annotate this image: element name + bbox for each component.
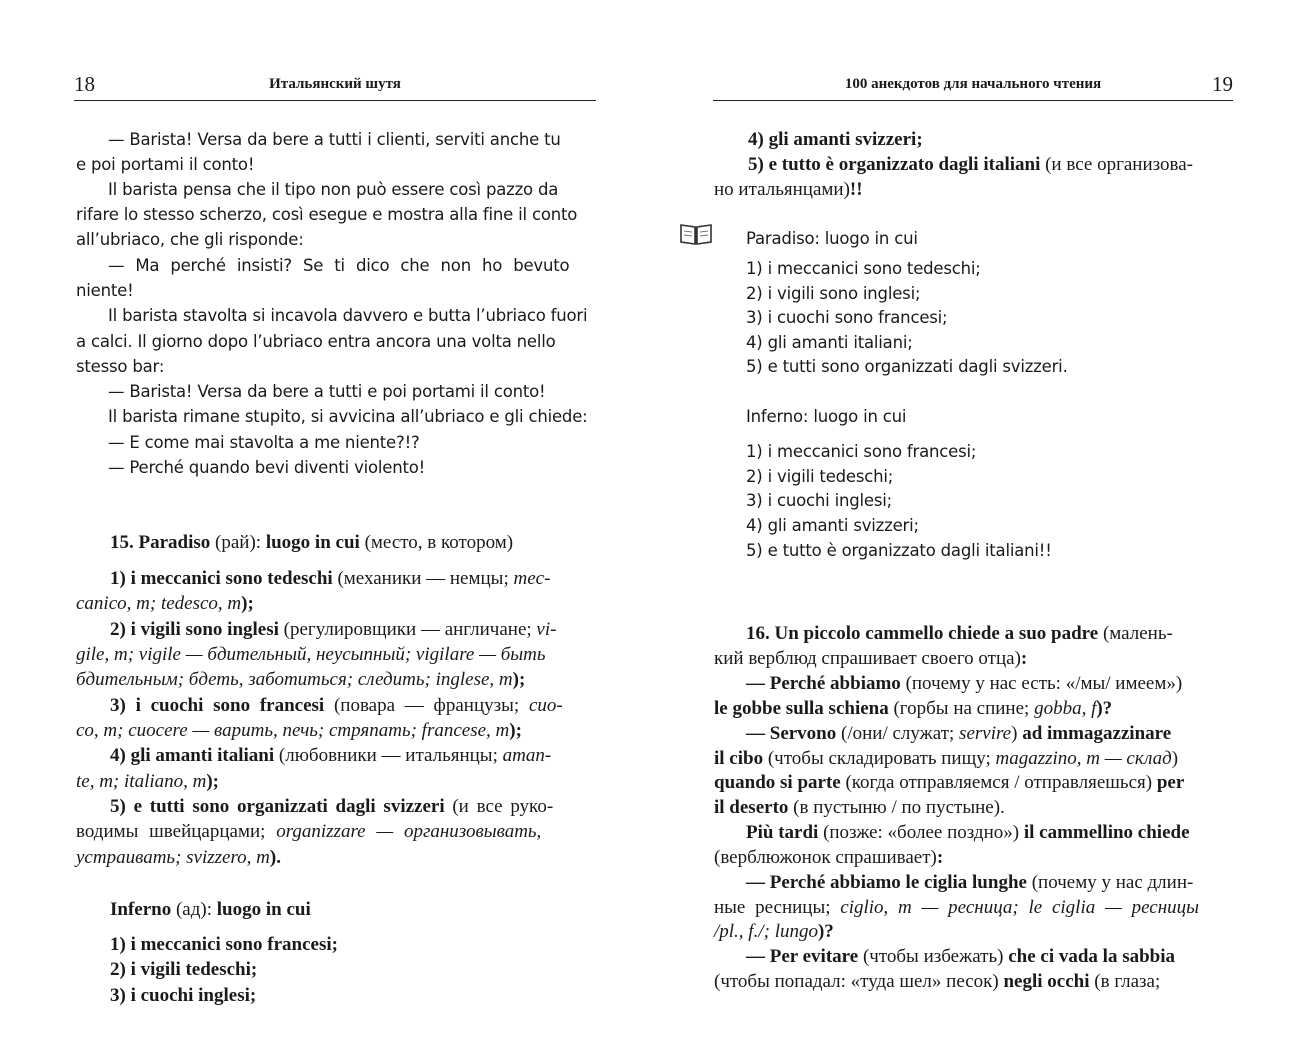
vocab-line: — Per evitare (чтобы избежать) che ci vada la sabbia xyxy=(746,946,1176,967)
section-heading: 15. Paradiso (рай): luogo in cui (место, в котором) xyxy=(110,532,514,553)
running-title: Итальянский шутя xyxy=(269,76,401,92)
story-line: niente! xyxy=(76,281,134,300)
book-icon xyxy=(679,222,713,246)
vocab-line: — Perché abbiamo le ciglia lunghe (почему у нас длин- xyxy=(746,872,1194,893)
story-line: Il barista pensa che il tipo non può essere così pazzo da xyxy=(108,180,559,199)
vocab-line: 3) i cuochi sono francesi (повара — французы; cuo- xyxy=(110,695,563,716)
vocab-line: te, m; italiano, m); xyxy=(76,771,220,792)
vocab-line: 4) gli amanti svizzeri; xyxy=(748,129,923,150)
inferno-item: 4) gli amanti svizzeri; xyxy=(746,516,919,535)
story-line: — Ma perché insisti? Se ti dico che non ho bevuto xyxy=(108,256,570,275)
vocab-line: il deserto (в пустыню / по пустыне). xyxy=(714,797,1005,818)
vocab-line: canico, m; tedesco, m); xyxy=(76,593,254,614)
story-line: e poi portami il conto! xyxy=(76,155,255,174)
paradiso-item: 1) i meccanici sono tedeschi; xyxy=(746,259,981,278)
vocab-line: il cibo (чтобы складировать пищу; magazzino, m — склад) xyxy=(714,748,1179,769)
inferno-label: Inferno: luogo in cui xyxy=(746,407,907,426)
inferno-item: 1) i meccanici sono francesi; xyxy=(746,442,977,461)
running-title: 100 анекдотов для начального чтения xyxy=(844,76,1102,92)
vocab-line: 5) e tutti sono organizzati dagli svizzeri (и все руко- xyxy=(110,796,554,817)
story-line: Il barista rimane stupito, si avvicina all’ubriaco e gli chiede: xyxy=(108,407,588,426)
inferno-item: 3) i cuochi inglesi; xyxy=(746,491,892,510)
story-line: — Perché quando bevi diventi violento! xyxy=(108,458,426,477)
vocab-line: но итальянцами)!! xyxy=(714,179,863,200)
story-line: a calci. Il giorno dopo l’ubriaco entra ancora una volta nello xyxy=(76,332,556,351)
right-header xyxy=(713,70,1233,101)
story-line: — Barista! Versa da bere a tutti i clienti, serviti anche tu xyxy=(108,130,561,149)
vocab-line: 4) gli amanti italiani (любовники — итальянцы; aman- xyxy=(110,745,552,766)
left-header xyxy=(74,70,596,101)
paradiso-item: 5) e tutti sono organizzati dagli svizzeri. xyxy=(746,357,1068,376)
vocab-line: кий верблюд спрашивает своего отца): xyxy=(714,648,1028,669)
vocab-line: 2) i vigili sono inglesi (регулировщики — англичане; vi- xyxy=(110,619,557,640)
page-number: 19 xyxy=(1212,72,1233,96)
story-line: rifare lo stesso scherzo, così esegue e mostra alla fine il conto xyxy=(76,205,578,224)
paradiso-label: Paradiso: luogo in cui xyxy=(746,229,918,248)
vocab-line: водимы швейцарцами; organizzare — организовывать, xyxy=(76,821,542,842)
vocab-line: /pl., f./; lungo)? xyxy=(714,921,834,942)
section-heading: 16. Un piccolo cammello chiede a suo padre (малень- xyxy=(746,623,1173,644)
vocab-line: co, m; cuocere — варить, печь; стряпать; francese, m); xyxy=(76,720,522,741)
paradiso-item: 2) i vigili sono inglesi; xyxy=(746,284,921,303)
vocab-line: (верблюжонок спрашивает): xyxy=(714,847,944,868)
inferno-item: 1) i meccanici sono francesi; xyxy=(110,934,338,955)
story-line: — Barista! Versa da bere a tutti e poi portami il conto! xyxy=(108,382,546,401)
vocab-line: 1) i meccanici sono tedeschi (механики — немцы; mec- xyxy=(110,568,551,589)
vocab-line: — Servono (/они/ служат; servire) ad immagazzinare xyxy=(746,723,1172,744)
story-line: — E come mai stavolta a me niente?!? xyxy=(108,433,420,452)
paradiso-item: 4) gli amanti italiani; xyxy=(746,333,913,352)
vocab-line: Più tardi (позже: «более поздно») il cammellino chiede xyxy=(746,822,1190,843)
vocab-line: le gobbe sulla schiena (горбы на спине; gobba, f)? xyxy=(714,698,1113,719)
story-line: Il barista stavolta si incavola davvero e butta l’ubriaco fuori xyxy=(108,306,588,325)
inferno-item: 2) i vigili tedeschi; xyxy=(110,959,258,980)
vocab-line: 5) e tutto è organizzato dagli italiani (и все организова- xyxy=(748,154,1193,175)
vocab-line: — Perché abbiamo (почему у нас есть: «/мы/ имеем») xyxy=(746,673,1183,694)
vocab-line: gile, m; vigile — бдительный, неусыпный; vigilare — быть xyxy=(76,644,546,665)
vocab-line: бдительным; бдеть, заботиться; следить; inglese, m); xyxy=(76,669,526,690)
vocab-line: устраивать; svizzero, m). xyxy=(76,847,281,868)
inferno-item: 3) i cuochi inglesi; xyxy=(110,985,257,1006)
story-line: stesso bar: xyxy=(76,357,165,376)
paradiso-item: 3) i cuochi sono francesi; xyxy=(746,308,948,327)
page-number: 18 xyxy=(74,72,95,96)
vocab-line: quando si parte (когда отправляемся / отправляешься) per xyxy=(714,772,1185,793)
right-page xyxy=(653,0,1306,1045)
inferno-item: 5) e tutto è organizzato dagli italiani!! xyxy=(746,541,1052,560)
vocab-line: ные ресницы; ciglio, m — ресница; le ciglia — ресницы xyxy=(714,897,1200,918)
story-line: all’ubriaco, che gli risponde: xyxy=(76,230,304,249)
vocab-line: (чтобы попадал: «туда шел» песок) negli occhi (в глаза; xyxy=(714,971,1161,992)
inferno-item: 2) i vigili tedeschi; xyxy=(746,467,894,486)
inferno-heading: Inferno (ад): luogo in cui xyxy=(110,899,311,920)
